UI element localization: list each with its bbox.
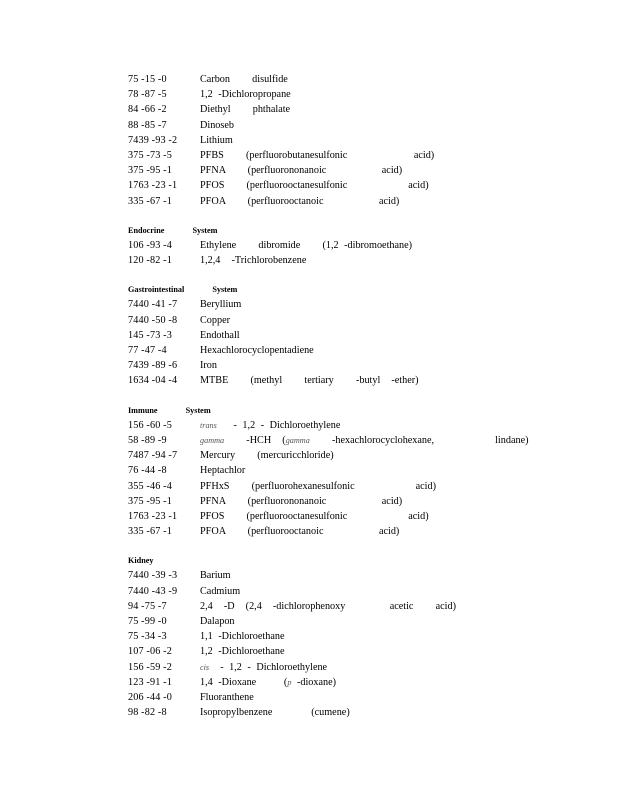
cas-number: 206 -44 -0 — [128, 691, 172, 703]
cas-number: 7439 -89 -6 — [128, 360, 178, 372]
chemical-name — [200, 509, 429, 524]
cas-number: 75 -34 -3 — [128, 631, 167, 643]
chemical-name — [200, 660, 327, 675]
section-heading — [128, 553, 598, 569]
chemical-name — [200, 418, 340, 433]
chemical-name-text: 2,4 -D (2,4 -dichlorophenoxy acetic acid) — [200, 600, 456, 612]
cas-number: 1763 -23 -1 — [128, 510, 178, 522]
chemical-name-text: PFOA (perfluorooctanoic acid) — [200, 526, 400, 538]
chemical-name — [200, 297, 241, 312]
chemical-name — [200, 614, 235, 629]
chemical-name-text: Beryllium — [200, 299, 242, 311]
chemical-row — [128, 373, 598, 388]
chemical-name-text: PFOA (perfluorooctanoic acid) — [200, 195, 400, 207]
cas-number: 375 -95 -1 — [128, 495, 172, 507]
cas-number: 98 -82 -8 — [128, 707, 167, 719]
chemical-name-text: -dioxane) — [291, 676, 337, 688]
chemical-name-text: PFOS (perfluorooctanesulfonic acid) — [200, 180, 429, 192]
chemical-name-text: 1,2,4 -Trichlorobenzene — [200, 255, 307, 267]
cas-number: 75 -15 -0 — [128, 74, 167, 85]
chemical-prefix-italic: p — [287, 677, 292, 687]
chemical-name-text: Iron — [200, 360, 217, 372]
chemical-row — [128, 238, 598, 253]
chemical-name — [200, 238, 412, 253]
chemical-name-text: PFBS (perfluorobutanesulfonic acid) — [200, 149, 435, 161]
section-heading-word: Immune — [128, 405, 158, 415]
chemical-name — [200, 194, 399, 209]
chemical-name — [200, 448, 334, 463]
chemical-name-text: Ethylene dibromide (1,2 -dibromoethane) — [200, 239, 413, 251]
chemical-prefix-italic: cis — [200, 662, 210, 672]
chemical-name-text: Diethyl phthalate — [200, 104, 291, 116]
chemical-row — [128, 690, 598, 705]
chemical-name-text: -HCH ( — [224, 434, 286, 446]
chemical-name-text: Endothall — [200, 329, 240, 341]
chemical-row — [128, 629, 598, 644]
cas-number: 123 -91 -1 — [128, 676, 172, 688]
chemical-name-text: Dalapon — [200, 616, 235, 627]
cas-number: 145 -73 -3 — [128, 329, 172, 341]
chemical-row — [128, 644, 598, 659]
chemical-row — [128, 494, 598, 509]
chemical-row — [128, 358, 598, 373]
chemical-name — [200, 629, 284, 644]
chemical-name-text: -hexachlorocyclohexane, lindane) — [309, 434, 529, 446]
chemical-name-text: Barium — [200, 570, 231, 582]
chemical-row — [128, 418, 598, 433]
chemical-row — [128, 705, 598, 720]
cas-number: 7440 -39 -3 — [128, 570, 178, 582]
section-heading — [128, 402, 598, 418]
chemical-row — [128, 133, 598, 148]
chemical-name — [200, 494, 402, 509]
chemical-name — [200, 479, 436, 494]
cas-number: 84 -66 -2 — [128, 104, 167, 116]
chemical-name — [200, 568, 231, 583]
cas-number: 156 -59 -2 — [128, 661, 172, 673]
chemical-row — [128, 614, 598, 629]
chemical-row — [128, 178, 598, 193]
chemical-row — [128, 297, 598, 312]
section-1 — [128, 223, 598, 269]
chemical-name-text: Copper — [200, 314, 230, 326]
chemical-name-text: PFNA (perfluorononanoic acid) — [200, 165, 403, 177]
chemical-row — [128, 163, 598, 178]
section-heading-word: Kidney — [128, 556, 154, 566]
chemical-name — [200, 433, 528, 448]
chemical-name — [200, 373, 419, 388]
section-heading — [128, 282, 598, 298]
cas-number: 1763 -23 -1 — [128, 180, 178, 192]
section-heading-word: System — [212, 285, 238, 295]
chemical-name-text: PFNA (perfluorononanoic acid) — [200, 495, 403, 507]
cas-number: 77 -47 -4 — [128, 345, 167, 356]
cas-number: 76 -44 -8 — [128, 465, 167, 477]
chemical-name-text: 1,2 -Dichloroethane — [200, 646, 285, 658]
chemical-row — [128, 479, 598, 494]
chemical-name-text: Hexachlorocyclopentadiene — [200, 345, 314, 356]
chemical-row — [128, 675, 598, 690]
chemical-name-text: Cadmium — [200, 585, 241, 597]
cas-number: 335 -67 -1 — [128, 526, 172, 538]
chemical-name-text: 1,1 -Dichloroethane — [200, 631, 285, 643]
chemical-row — [128, 599, 598, 614]
chemical-name-text: Mercury (mercuricchloride) — [200, 450, 334, 462]
chemical-name-text: 1,4 -Dioxane ( — [200, 676, 288, 688]
cas-number: 94 -75 -7 — [128, 600, 167, 612]
section-heading-word: System — [185, 405, 211, 415]
cas-number: 355 -46 -4 — [128, 480, 172, 492]
chemical-row — [128, 328, 598, 343]
chemical-row — [128, 343, 598, 358]
chemical-name-text: MTBE (methyl tertiary -butyl -ether) — [200, 375, 419, 387]
chemical-name — [200, 599, 456, 614]
chemical-name-text: PFHxS (perfluorohexanesulfonic acid) — [200, 480, 436, 492]
chemical-row — [128, 448, 598, 463]
chemical-name — [200, 358, 217, 373]
chemical-row — [128, 148, 598, 163]
cas-number: 375 -73 -5 — [128, 149, 172, 161]
section-heading-word: Gastrointestinal — [128, 285, 185, 295]
chemical-prefix-italic: gamma — [200, 435, 225, 445]
section-heading-word: System — [192, 225, 218, 235]
chemical-name — [200, 102, 290, 117]
section-heading — [128, 222, 598, 238]
chemical-name — [200, 87, 291, 102]
cas-number: 7440 -41 -7 — [128, 299, 178, 311]
chemical-name — [200, 163, 402, 178]
cas-number: 7440 -43 -9 — [128, 585, 178, 597]
chemical-name-text: 1,2 -Dichloropropane — [200, 89, 291, 101]
cas-number: 156 -60 -5 — [128, 419, 172, 431]
chemical-row — [128, 524, 598, 539]
cas-number: 78 -87 -5 — [128, 89, 167, 101]
chemical-row — [128, 584, 598, 599]
chemical-name-text: Carbon disulfide — [200, 74, 288, 85]
chemical-name-text: Isopropylbenzene (cumene) — [200, 707, 350, 719]
chemical-row — [128, 568, 598, 583]
chemical-name — [200, 118, 234, 133]
chemical-name-text: Lithium — [200, 134, 233, 146]
chemical-row — [128, 463, 598, 478]
chemical-prefix-italic: trans — [200, 420, 217, 430]
chemical-list-page — [128, 72, 598, 720]
chemical-name — [200, 72, 288, 87]
chemical-name-text: PFOS (perfluorooctanesulfonic acid) — [200, 510, 429, 522]
chemical-name-text: Fluoranthene — [200, 691, 254, 703]
cas-number: 7487 -94 -7 — [128, 450, 178, 462]
cas-number: 375 -95 -1 — [128, 165, 172, 177]
section-heading-word: Endocrine — [128, 225, 165, 235]
chemical-name-text: Dinoseb — [200, 119, 234, 131]
cas-number: 120 -82 -1 — [128, 255, 172, 267]
chemical-name — [200, 705, 350, 720]
section-4 — [128, 553, 598, 720]
chemical-row — [128, 194, 598, 209]
chemical-name — [200, 584, 240, 599]
chemical-name — [200, 178, 429, 193]
section-0 — [128, 72, 598, 209]
chemical-name — [200, 675, 336, 690]
chemical-row — [128, 660, 598, 675]
chemical-name — [200, 463, 245, 478]
chemical-row — [128, 87, 598, 102]
cas-number: 7439 -93 -2 — [128, 134, 178, 146]
cas-number: 106 -93 -4 — [128, 239, 172, 251]
chemical-name — [200, 690, 254, 705]
chemical-name — [200, 328, 240, 343]
cas-number: 88 -85 -7 — [128, 119, 167, 131]
cas-number: 335 -67 -1 — [128, 195, 172, 207]
chemical-row — [128, 72, 598, 87]
chemical-name-text: - 1,2 - Dichloroethylene — [209, 661, 328, 673]
cas-number: 7440 -50 -8 — [128, 314, 178, 326]
chemical-row — [128, 102, 598, 117]
chemical-prefix-italic: gamma — [285, 435, 310, 445]
cas-number: 75 -99 -0 — [128, 616, 167, 627]
chemical-row — [128, 433, 598, 448]
chemical-name — [200, 644, 284, 659]
section-3 — [128, 403, 598, 540]
chemical-row — [128, 118, 598, 133]
chemical-name — [200, 343, 314, 358]
section-2 — [128, 282, 598, 388]
chemical-row — [128, 509, 598, 524]
chemical-row — [128, 253, 598, 268]
cas-number: 1634 -04 -4 — [128, 375, 178, 387]
chemical-name — [200, 313, 230, 328]
chemical-name — [200, 253, 306, 268]
chemical-name-text: - 1,2 - Dichloroethylene — [216, 419, 341, 431]
chemical-name-text: Heptachlor — [200, 465, 246, 477]
chemical-name — [200, 148, 434, 163]
cas-number: 107 -06 -2 — [128, 646, 172, 658]
cas-number: 58 -89 -9 — [128, 434, 167, 446]
chemical-name — [200, 524, 399, 539]
chemical-name — [200, 133, 233, 148]
chemical-row — [128, 313, 598, 328]
